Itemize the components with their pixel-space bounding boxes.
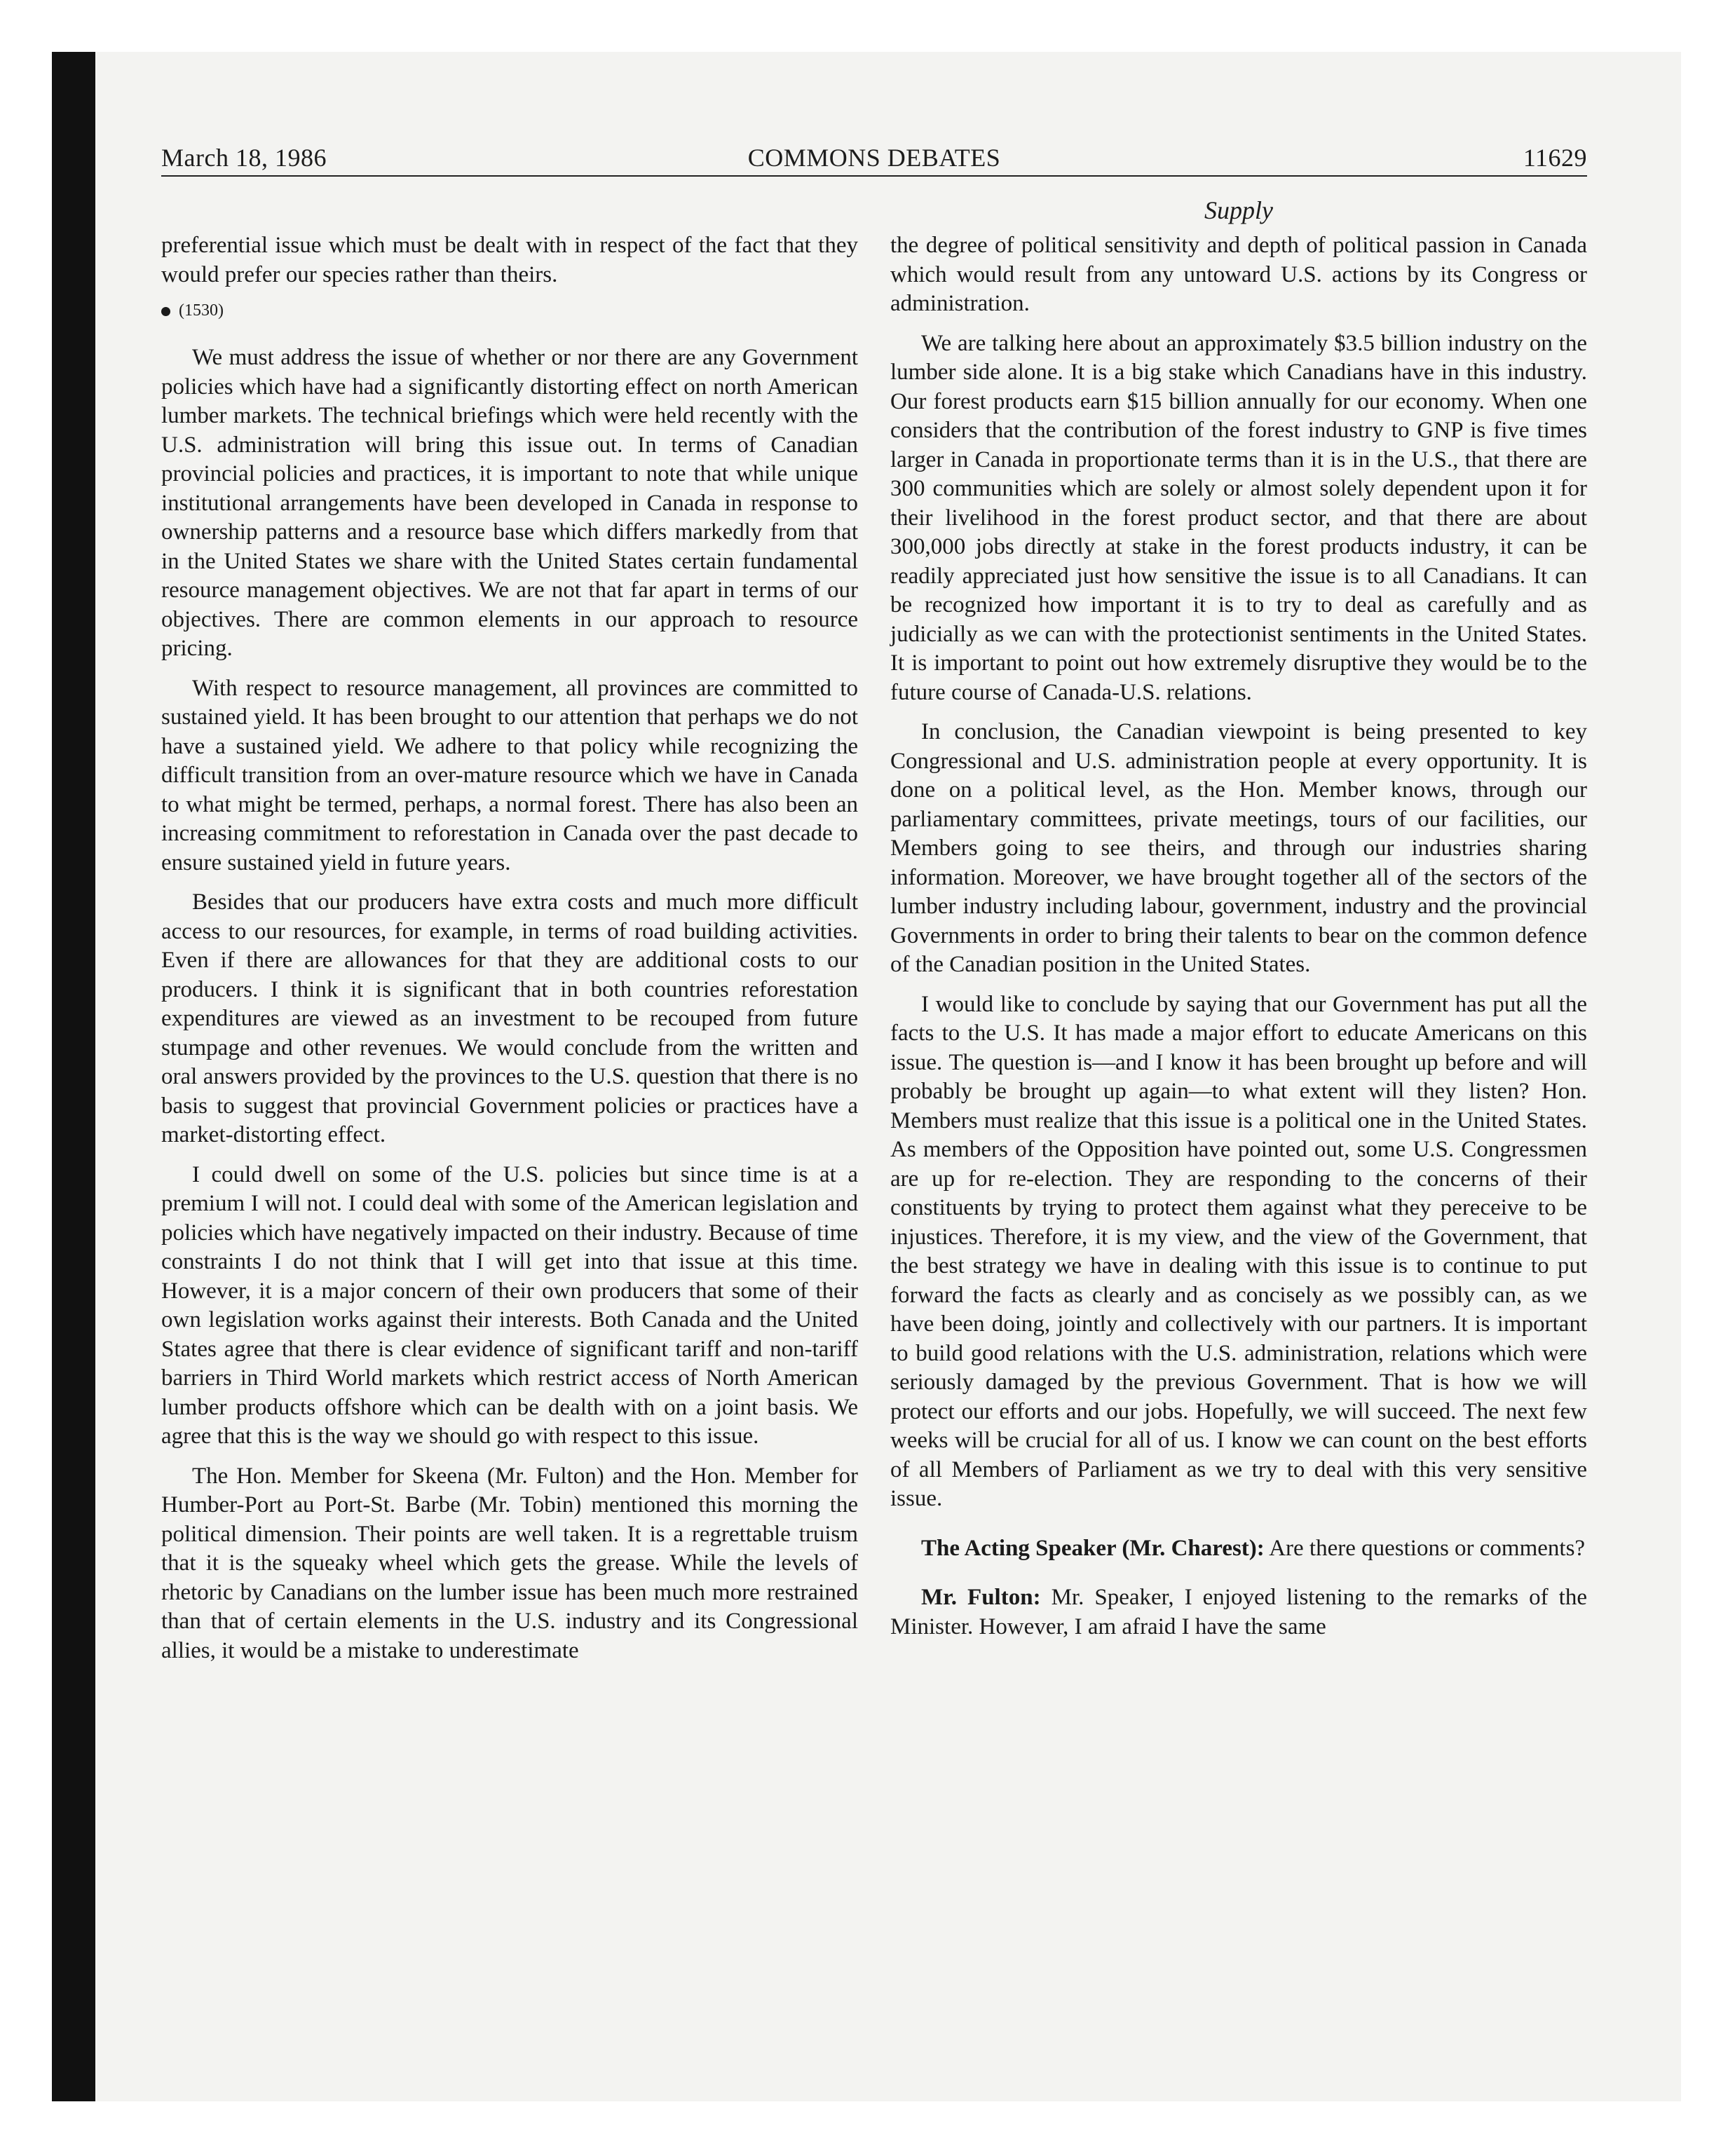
paragraph: In conclusion, the Canadian viewpoint is being presented to key Congressional and U.S. administration people at every opportunity. It is done on a political level, as the Hon. Member knows, through our parliamentary committees, private meetings, tours of our facilities, our Members going to see theirs, and through our industries sharing information. Moreover, we have brought together all of the sectors of the lumber industry including labour, government, industry and the provincial Governments in order to bring their talents to bear on the common defence of the Canadian position in the United States.	[890, 719, 1587, 977]
paragraph: the degree of political sensitivity and depth of political passion in Canada which would result from any untoward U.S. actions by its Congress or administration.	[890, 233, 1587, 316]
paragraph: We must address the issue of whether or nor there are any Government policies which have had a significantly distorting effect on north American lumber markets. The technical briefings which were held recently with the U.S. administration will bring this issue out. In terms of Canadian provincial policies and practices, it is important to note that while unique institutional arrangements have been developed in Canada in response to ownership patterns and a resource base which differs markedly from that in the United States we share with the United States certain fundamental resource management objectives. We are not that far apart in terms of our objectives. There are common elements in our approach to resource pricing.	[161, 345, 858, 661]
spacer	[890, 1524, 1587, 1534]
page-number: 11629	[1523, 144, 1587, 172]
header-date: March 18, 1986	[161, 144, 327, 172]
timestamp-marker	[161, 300, 858, 321]
paragraph: preferential issue which must be dealt with in respect of the fact that they would prefer our species rather than theirs.	[161, 233, 858, 287]
speaker-paragraph	[890, 1534, 1587, 1564]
paragraph: I could dwell on some of the U.S. policies but since time is at a premium I will not. I could deal with some of the American legislation and policies which have negatively impacted on their industry. Because of time constraints I do not think that I will get into that issue at this time. However, it is a major concern of their own producers that some of their own legislation works against their interests. Both Canada and the United States agree that there is clear evidence of significant tariff and non-tariff barriers in Third World markets which restrict access of North American lumber products offshore which can be dealth with on a joint basis. We agree that this is the way we should go with respect to this issue.	[161, 1161, 858, 1449]
paragraph: I would like to conclude by saying that our Government has put all the facts to the U.S. It has made a major effort to educate Americans on this issue. The question is—and I know it has been brought up before and will probably be brought up again—to what extent will they listen? Hon. Members must realize that this issue is a political one in the United States. As members of the Opposition have pointed out, some U.S. Congressmen are up for re-election. They are responding to the concerns of their constituents by trying to protect them against what they pereceive to be injustices. Therefore, it is my view, and the view of the Government, that the best strategy we have in dealing with this issue is to continue to put forward the facts as clearly and as concisely as we possibly can, as we have been doing, jointly and collectively with our partners. It is important to build good relations with the U.S. administration, relations which were seriously damaged by the previous Government. That is how we will protect our efforts and our jobs. Hopefully, we will succeed. The next few weeks will be crucial for all of us. I know we can count on the best efforts of all Members of Parliament as we try to deal with this very sensitive issue.	[890, 991, 1587, 1511]
paragraph: Besides that our producers have extra costs and much more difficult access to our resources, for example, in terms of road building activities. Even if there are allowances for that they are additional costs to our producers. I think it is significant that in both countries reforestation expenditures are viewed as an investment to be recouped from future stumpage and other revenues. We would conclude from the written and oral answers provided by the provinces to the U.S. question that there is no basis to suggest that provincial Government policies or practices have a market-distorting effect.	[161, 889, 858, 1147]
right-column	[890, 231, 1587, 1652]
paragraph: The Hon. Member for Skeena (Mr. Fulton) and the Hon. Member for Humber-Port au Port-St. Barbe (Mr. Tobin) mentioned this morning the political dimension. Their points are well taken. It is a regrettable truism that it is the squeaky wheel which gets the grease. While the levels of rhetoric by Canadians on the lumber issue has been much more restrained than that of certain elements in the U.S. industry and its Congressional allies, it would be a mistake to underestimate	[161, 1463, 858, 1663]
speaker-text: Mr. Speaker, I enjoyed listening to the remarks of the Minister. However, I am afraid I have the same	[890, 1585, 1587, 1639]
speaker-text: Are there questions or comments?	[1264, 1535, 1586, 1561]
timestamp-text: (1530)	[179, 301, 224, 320]
running-head: Supply	[1204, 196, 1273, 224]
spacer	[890, 1574, 1587, 1583]
speaker-name: Mr. Fulton:	[921, 1585, 1041, 1610]
speaker-paragraph	[890, 1583, 1587, 1642]
page-header	[161, 144, 1587, 179]
scan-edge	[52, 52, 95, 2101]
paragraph: We are talking here about an approximately $3.5 billion industry on the lumber side alone. It is a big stake which Canadians have in this industry. Our forest products earn $15 billion annually for our economy. When one considers that the contribution of the forest industry to GNP is five times larger in Canada in proportionate terms than it is in the U.S., that there are 300 communities which are solely or almost solely dependent upon it for their livelihood in the forest product sector, and that there are about 300,000 jobs directly at stake in the forest products industry, it can be readily appreciated just how sensitive the issue is to all Canadians. It can be recognized how important it is to try to deal as carefully and as judicially as we can with the protectionist sentiments in the United States. It is important to point out how extremely disruptive they would be to the future course of Canada-U.S. relations.	[890, 330, 1587, 705]
left-column	[161, 231, 858, 1676]
publication-title: COMMONS DEBATES	[747, 144, 1001, 172]
bullet-icon	[161, 307, 170, 316]
paragraph: With respect to resource management, all provinces are committed to sustained yield. It has been brought to our attention that perhaps we do not have a sustained yield. We adhere to that policy while recognizing the difficult transition from an over-mature resource which we have in Canada to what might be termed, perhaps, a normal forest. There has also been an increasing commitment to reforestation in Canada over the past decade to ensure sustained yield in future years.	[161, 675, 858, 875]
header-rule	[161, 175, 1587, 177]
speaker-name: The Acting Speaker (Mr. Charest):	[921, 1535, 1265, 1561]
